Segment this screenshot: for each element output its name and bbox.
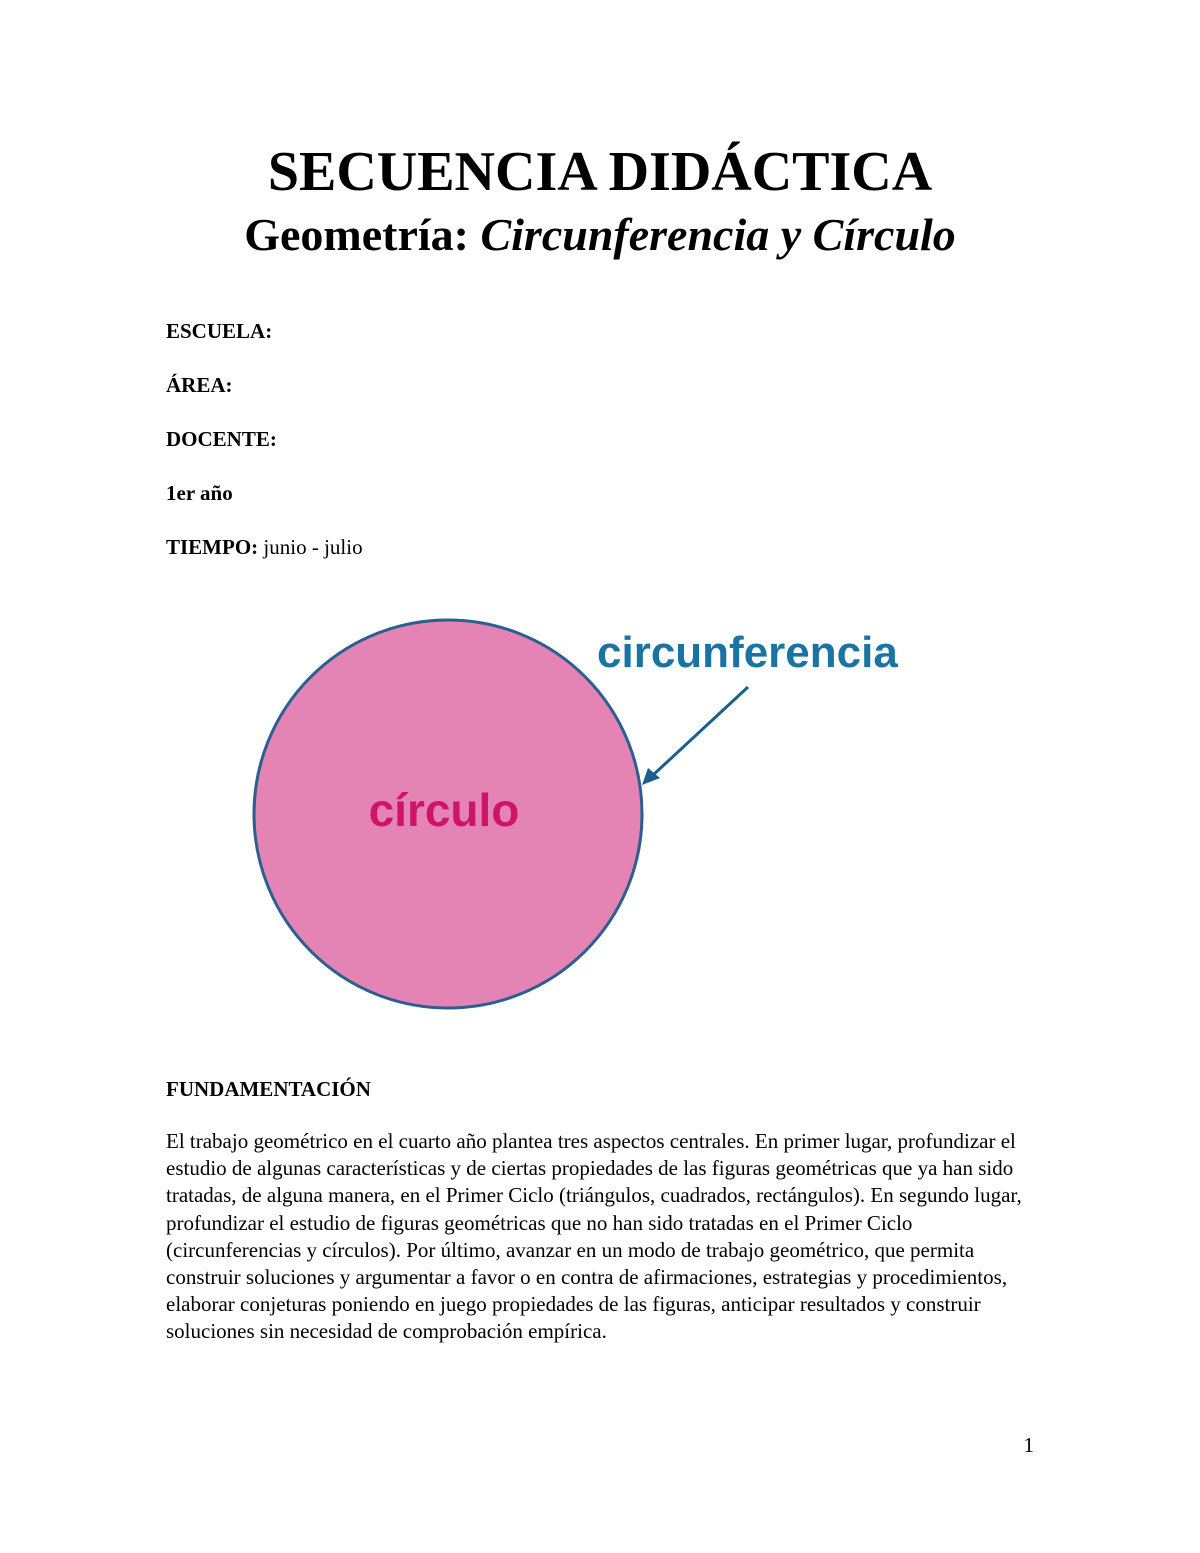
escuela-label: ESCUELA: xyxy=(166,319,273,343)
tiempo-label: TIEMPO: xyxy=(166,535,259,559)
circle-label: círculo xyxy=(368,784,520,836)
circle-diagram xyxy=(240,600,960,1020)
section-heading: FUNDAMENTACIÓN xyxy=(166,1077,371,1101)
field-year xyxy=(166,480,233,506)
document-subtitle xyxy=(0,205,1200,265)
circle-diagram-svg xyxy=(240,600,960,1020)
field-docente xyxy=(166,426,277,452)
arrow-line xyxy=(652,687,748,776)
area-label: ÁREA: xyxy=(166,373,233,397)
tiempo-value: junio - julio xyxy=(258,535,363,559)
circumference-label: circunferencia xyxy=(597,628,898,677)
body-paragraph: El trabajo geométrico en el cuarto año plantea tres aspectos centrales. En primer lugar, profundizar el estudio de algunas características y de ciertas propiedades de las figuras geométricas que ya han sido tratadas, de alguna manera, en el Primer Ciclo (triángulos, cuadrados, rectángulos). En segundo lugar, profundizar el estudio de figuras geométricas que no han sido tratadas en el Primer Ciclo (circunferencias y círculos). Por último, avanzar en un modo de trabajo geométrico, que permita construir soluciones y argumentar a favor o en contra de afirmaciones, estrategias y procedimientos, elaborar conjeturas poniendo en juego propiedades de las figuras, anticipar resultados y construir soluciones sin necesidad de comprobación empírica. xyxy=(166,1129,1022,1344)
docente-label: DOCENTE: xyxy=(166,427,277,451)
field-tiempo xyxy=(166,534,363,560)
subtitle-prefix: Geometría: xyxy=(244,209,481,260)
field-escuela xyxy=(166,318,272,344)
document-title: SECUENCIA DIDÁCTICA xyxy=(267,141,933,203)
year-label: 1er año xyxy=(166,481,233,505)
page-number: 1 xyxy=(1023,1433,1034,1457)
field-area xyxy=(166,372,233,398)
subtitle-topic: Circunferencia y Círculo xyxy=(480,209,956,260)
